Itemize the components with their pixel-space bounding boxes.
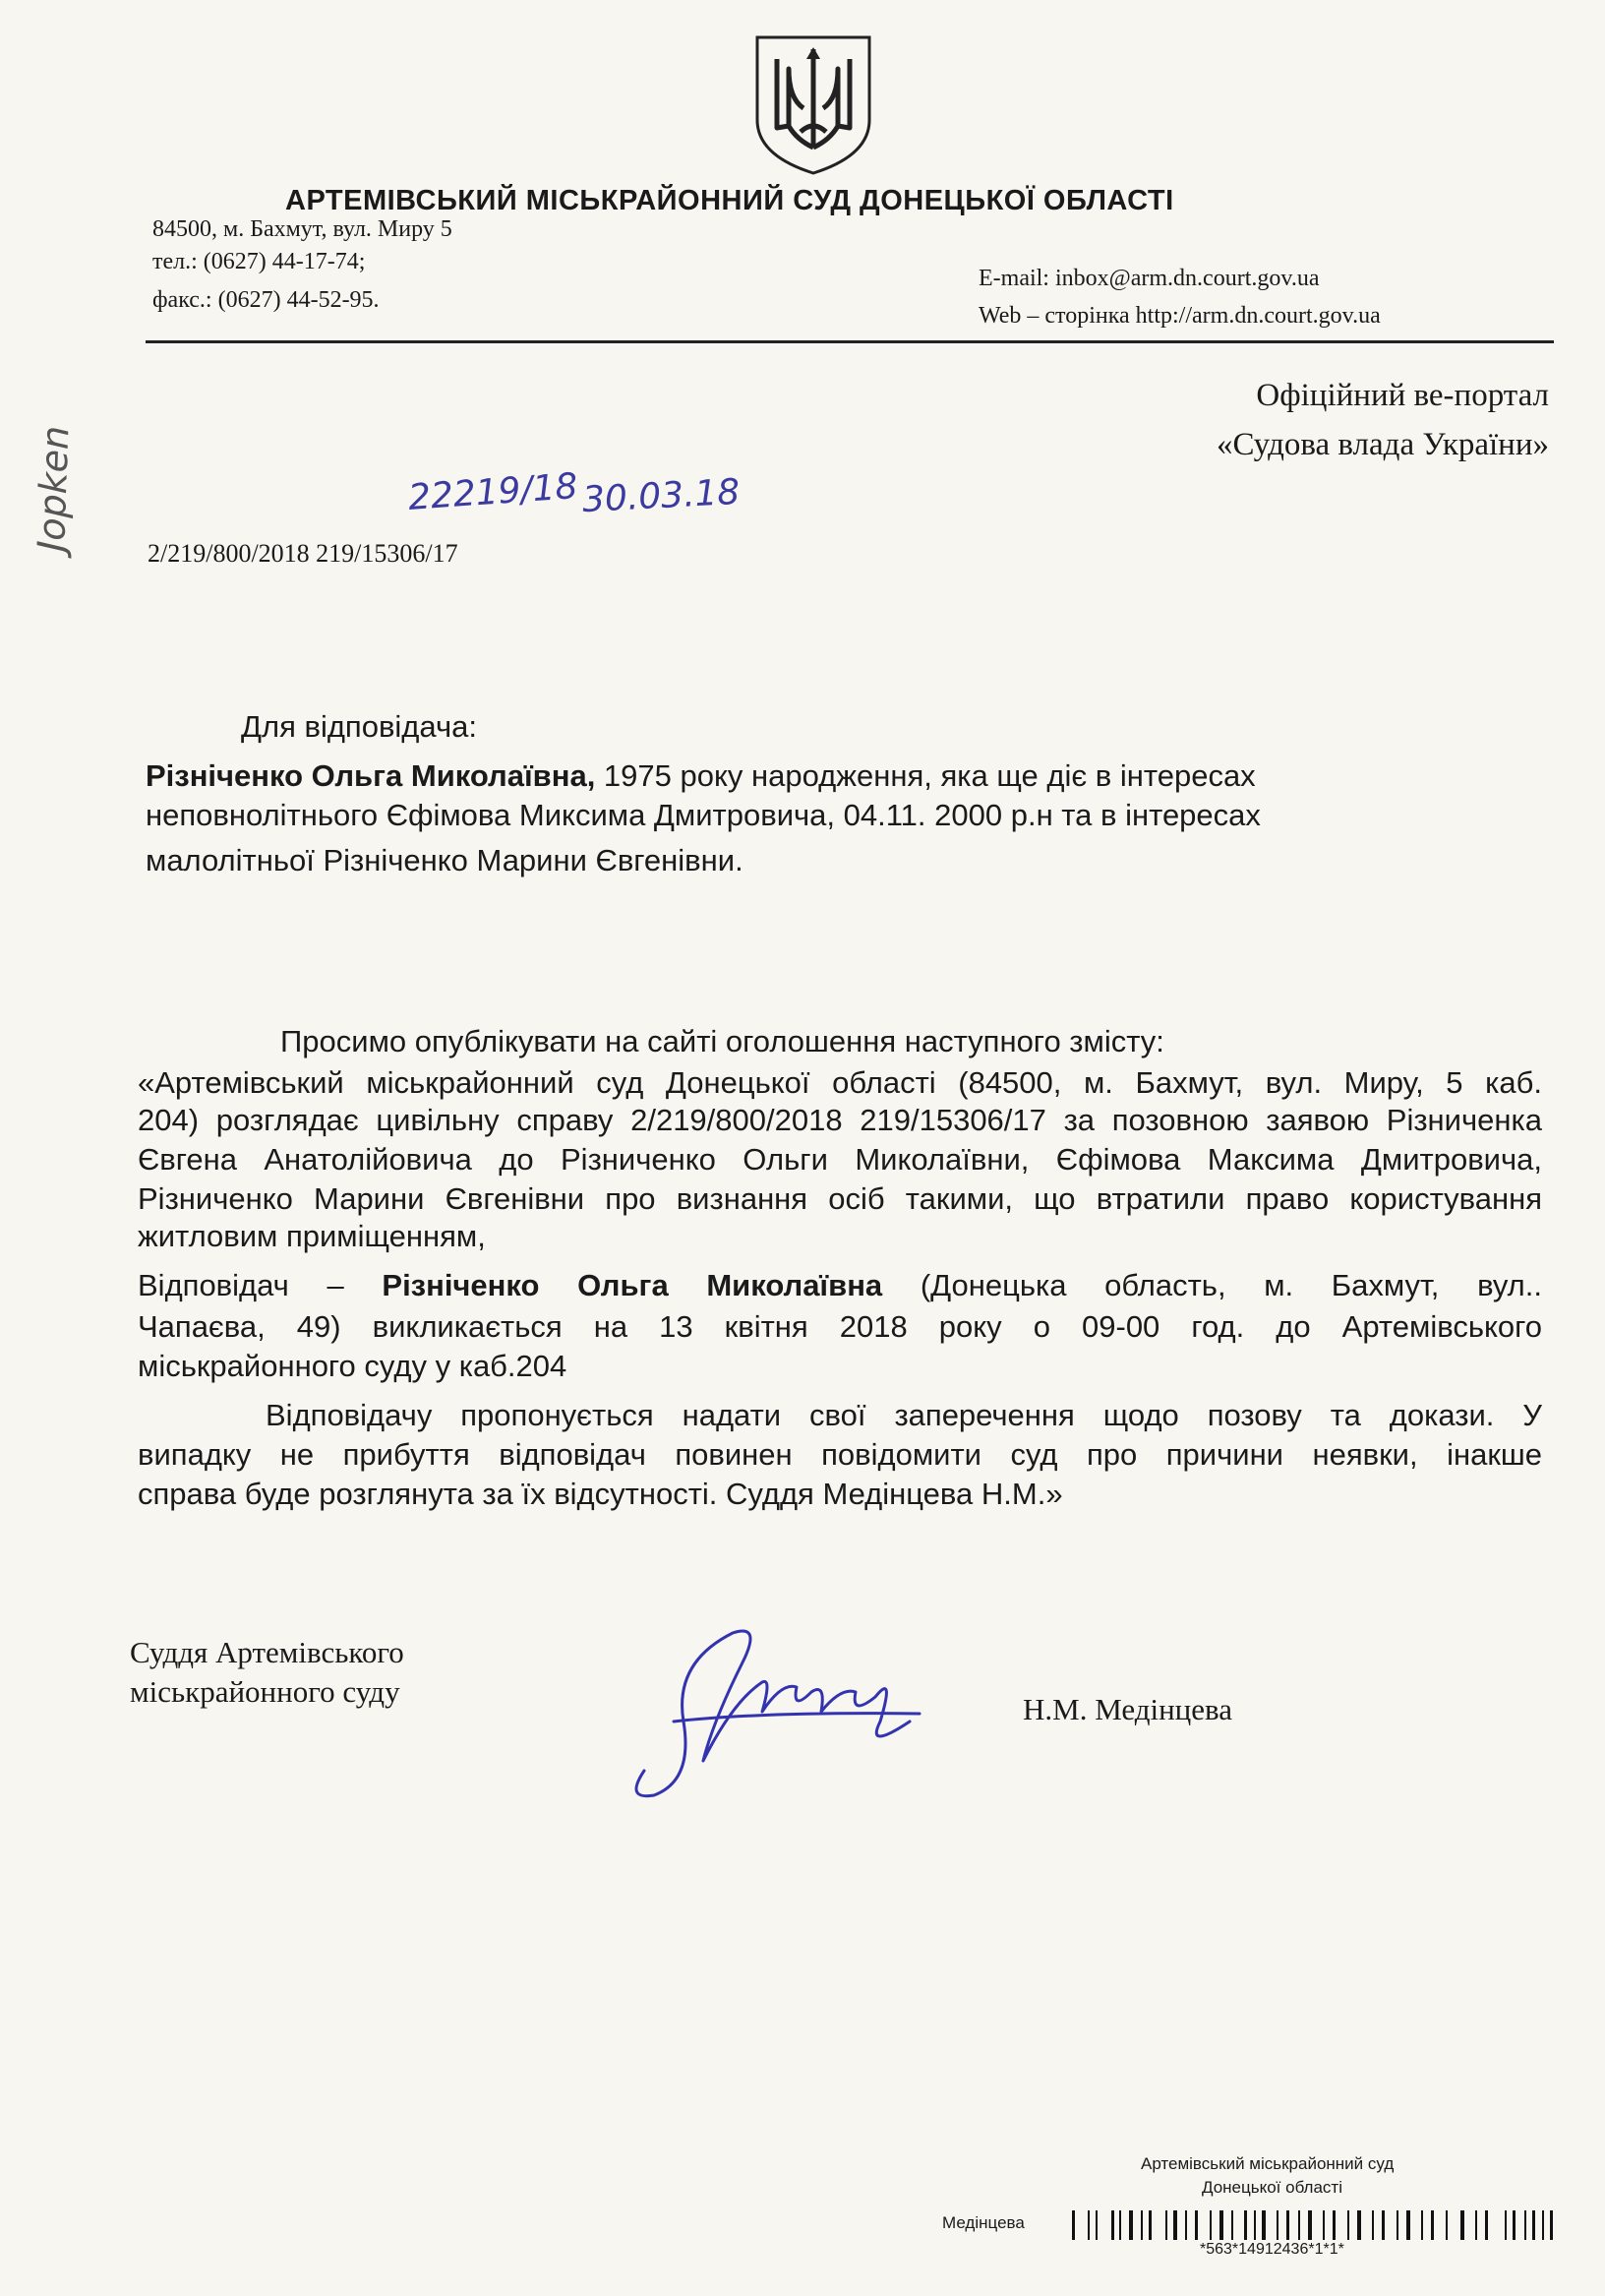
court-name-heading: АРТЕМІВСЬКИЙ МІСЬКРАЙОННИЙ СУД ДОНЕЦЬКОЇ ОБЛАСТІ	[285, 185, 1174, 216]
stamp-court-line-1: Артемівський міськрайонний суд	[1141, 2154, 1395, 2173]
summons-line-1	[138, 1267, 1542, 1304]
judge-title-line-2: міськрайонного суду	[130, 1674, 400, 1709]
judge-title-line-1: Суддя Артемівського	[130, 1635, 404, 1669]
defendant-line-2: неповнолітнього Єфімова Миксима Дмитровича, 04.11. 2000 р.н та в інтересах	[146, 798, 1261, 832]
defendant-line-1-rest: 1975 року народження, яка ще діє в інтересах	[595, 758, 1256, 793]
barcode-number: *563*14912436*1*1*	[1200, 2241, 1344, 2258]
stamp-court-line-2: Донецької області	[1202, 2178, 1342, 2197]
defendant-line-3: малолітньої Різніченко Марини Євгенівни.	[146, 843, 743, 877]
case-numbers: 2/219/800/2018 219/15306/17	[148, 539, 458, 568]
request-line-1: «Артемівський міськрайонний суд Донецької області (84500, м. Бахмут, вул. Миру, 5 каб.	[138, 1065, 1542, 1100]
judge-name: Н.М. Медінцева	[1023, 1692, 1233, 1726]
header-divider	[146, 340, 1554, 343]
barcode-icon	[1072, 2210, 1564, 2240]
notice-line-2: випадку не прибуття відповідач повинен повідомити суд про причини неявки, інакше	[138, 1437, 1542, 1472]
summons-defendant-name: Різніченко Ольга Миколаївна	[382, 1268, 883, 1302]
ukraine-coat-of-arms-icon	[749, 30, 877, 177]
request-line-2: 204) розглядає цивільну справу 2/219/800/2018 219/15306/17 за позовною заявою Різниченка	[138, 1103, 1542, 1137]
summons-address: (Донецька область, м. Бахмут, вул..	[882, 1268, 1542, 1302]
summons-line-2: Чапаєва, 49) викликається на 13 квітня 2018 року о 09-00 год. до Артемівського	[138, 1309, 1542, 1344]
recipient-line-2: «Судова влада України»	[1216, 427, 1549, 462]
court-fax: факс.: (0627) 44-52-95.	[152, 287, 380, 313]
request-intro: Просимо опублікувати на сайті оголошення наступного змісту:	[280, 1024, 1164, 1058]
handwritten-margin-note: Jopken	[30, 425, 78, 553]
court-address: 84500, м. Бахмут, вул. Миру 5	[152, 216, 452, 242]
stamp-clerk-name: Медінцева	[942, 2213, 1025, 2232]
request-line-5: житловим приміщенням,	[138, 1219, 486, 1253]
request-line-4: Різниченко Марини Євгенівни про визнання осіб такими, що втратили право користування	[138, 1181, 1542, 1216]
court-email: E-mail: inbox@arm.dn.court.gov.ua	[979, 266, 1320, 291]
summons-line-3: міськрайонного суду у каб.204	[138, 1349, 567, 1383]
court-phone: тел.: (0627) 44-17-74;	[152, 249, 366, 274]
recipient-line-1: Офіційний ве-портал	[1256, 378, 1549, 413]
judge-signature-icon	[615, 1603, 929, 1810]
court-website: Web – сторінка http://arm.dn.court.gov.ua	[979, 303, 1381, 329]
handwritten-registration-number: 22219/18	[406, 466, 579, 518]
defendant-name: Різніченко Ольга Миколаївна,	[146, 758, 596, 793]
defendant-label: Для відповідача:	[241, 709, 477, 744]
request-line-3: Євгена Анатолійовича до Різниченко Ольги Миколаївни, Єфімова Максима Дмитровича,	[138, 1142, 1542, 1177]
notice-line-3: справа буде розглянута за їх відсутності. Суддя Медінцева Н.М.»	[138, 1477, 1063, 1511]
handwritten-registration-date: 30.03.18	[581, 471, 742, 521]
summons-prefix: Відповідач –	[138, 1268, 383, 1302]
defendant-line-1	[146, 757, 1256, 795]
notice-line-1: Відповідачу пропонується надати свої заперечення щодо позову та докази. У	[266, 1398, 1542, 1432]
